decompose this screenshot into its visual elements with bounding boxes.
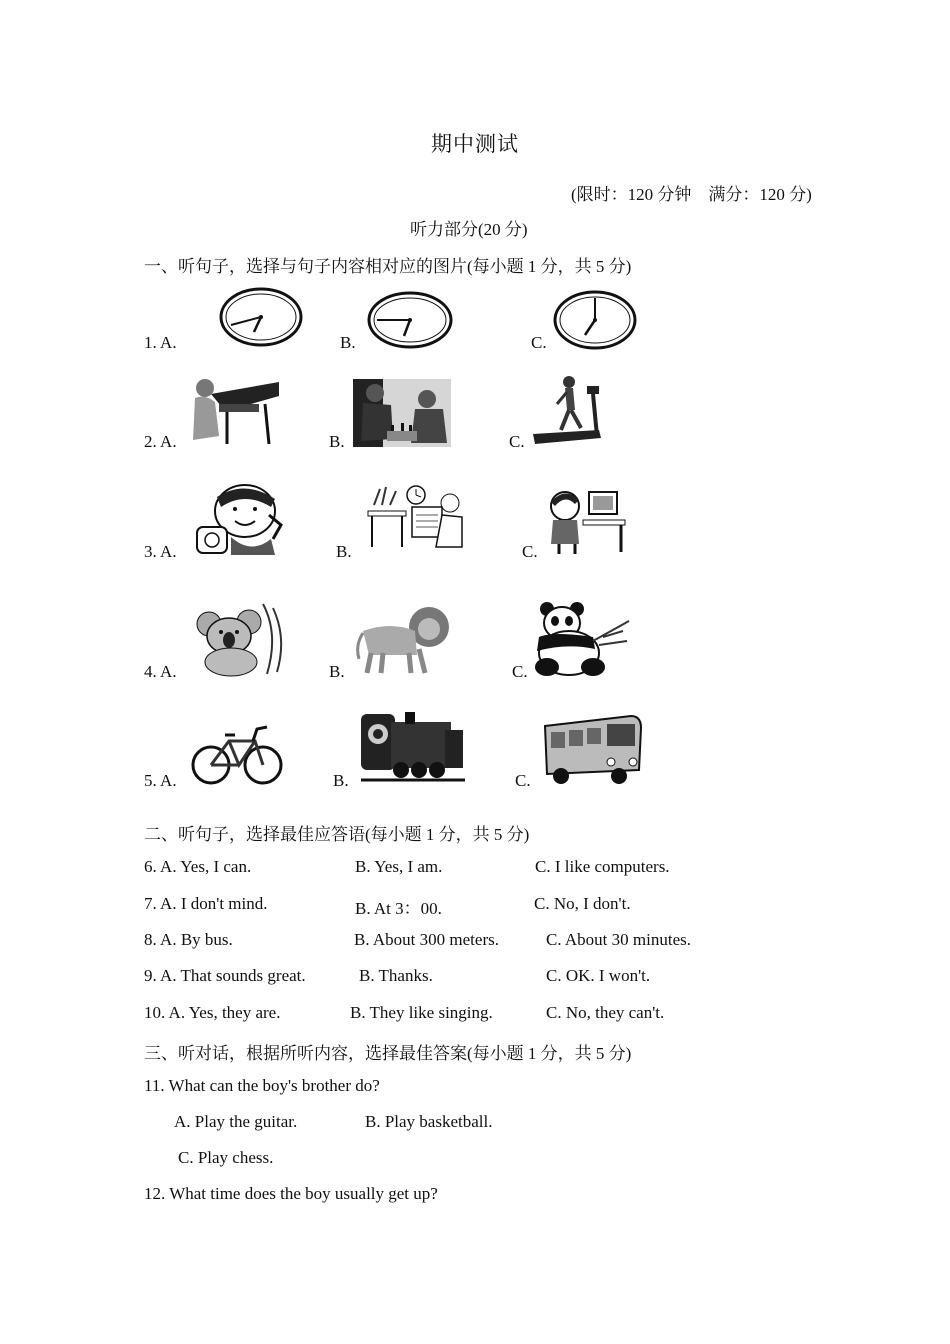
q1-option-b-label: B. xyxy=(340,333,356,352)
q11-option-b: B. Play basketball. xyxy=(365,1112,493,1131)
q12-question: 12. What time does the boy usually get up? xyxy=(144,1184,438,1203)
time-limit-info: (限时：120 分钟 满分：120 分) xyxy=(571,185,812,204)
q6-option-a: 6. A. Yes, I can. xyxy=(144,857,252,876)
q6-option-b: B. Yes, I am. xyxy=(355,857,443,876)
clock-icon xyxy=(367,291,453,349)
section3-heading: 三、听对话，根据所听内容，选择最佳答案(每小题 1 分，共 5 分) xyxy=(144,1044,632,1063)
q8-option-c: C. About 30 minutes. xyxy=(546,930,691,949)
panda-icon xyxy=(533,601,631,677)
q2-option-b-label: B. xyxy=(329,432,345,451)
q5-option-c-label: C. xyxy=(515,771,531,790)
koala-icon xyxy=(191,604,287,676)
q2-option-a-label: 2. A. xyxy=(144,432,177,451)
q3-option-c-label: C. xyxy=(522,542,538,561)
section2-heading: 二、听句子，选择最佳应答语(每小题 1 分，共 5 分) xyxy=(144,825,530,844)
q7-option-b: B. At 3：00. xyxy=(355,899,442,918)
listening-part-heading: 听力部分(20 分) xyxy=(410,220,528,239)
q9-option-c: C. OK. I won't. xyxy=(546,966,651,985)
q9-option-b: B. Thanks. xyxy=(359,966,433,985)
q8-option-a: 8. A. By bus. xyxy=(144,930,233,949)
q10-option-b: B. They like singing. xyxy=(350,1003,493,1022)
q5-option-b-label: B. xyxy=(333,771,349,790)
q10-option-c: C. No, they can't. xyxy=(546,1003,665,1022)
treadmill-runner-icon xyxy=(531,374,603,448)
clock-icon xyxy=(553,290,637,350)
q9-option-a: 9. A. That sounds great. xyxy=(144,966,306,985)
girl-on-phone-icon xyxy=(191,481,283,556)
section1-heading: 一、听句子，选择与句子内容相对应的图片(每小题 1 分，共 5 分) xyxy=(144,257,632,276)
q3-option-b-label: B. xyxy=(336,542,352,561)
q11-question: 11. What can the boy's brother do? xyxy=(144,1076,380,1095)
piano-player-icon xyxy=(191,374,281,446)
q4-option-b-label: B. xyxy=(329,662,345,681)
q11-option-a: A. Play the guitar. xyxy=(174,1112,298,1131)
kid-at-computer-icon xyxy=(545,486,627,556)
q8-option-b: B. About 300 meters. xyxy=(354,930,499,949)
q1-option-a-label: 1. A. xyxy=(144,333,177,352)
page-title: 期中测试 xyxy=(431,132,519,156)
q2-option-c-label: C. xyxy=(509,432,525,451)
q4-option-c-label: C. xyxy=(512,662,528,681)
q7-option-c: C. No, I don't. xyxy=(534,894,631,913)
lion-icon xyxy=(355,601,451,675)
q11-option-c: C. Play chess. xyxy=(178,1148,274,1167)
bicycle-icon xyxy=(191,721,283,787)
q7-option-a: 7. A. I don't mind. xyxy=(144,894,268,913)
train-icon xyxy=(361,708,465,784)
q10-option-a: 10. A. Yes, they are. xyxy=(144,1003,281,1022)
clock-icon xyxy=(219,287,303,347)
q4-option-a-label: 4. A. xyxy=(144,662,177,681)
q1-option-c-label: C. xyxy=(531,333,547,352)
reading-newspaper-icon xyxy=(366,485,466,553)
q3-option-a-label: 3. A. xyxy=(144,542,177,561)
q6-option-c: C. I like computers. xyxy=(535,857,670,876)
chess-players-icon xyxy=(353,379,451,447)
q5-option-a-label: 5. A. xyxy=(144,771,177,790)
bus-icon xyxy=(541,712,643,788)
